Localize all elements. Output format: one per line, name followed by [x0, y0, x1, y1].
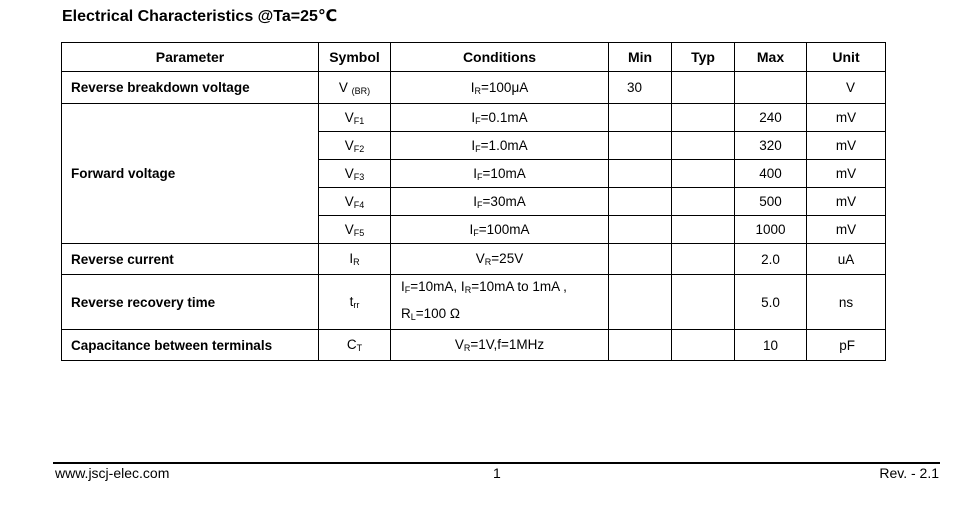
- header-max: Max: [735, 43, 807, 72]
- cond-main: I: [471, 109, 476, 125]
- cond-sub: F: [477, 199, 483, 210]
- parameter-cell: Forward voltage: [62, 104, 319, 244]
- cond-main: I: [471, 137, 476, 153]
- cond-rest: =10mA: [482, 165, 526, 181]
- symbol-sub: rr: [353, 300, 360, 310]
- cond-rest: =1V,f=1MHz: [470, 337, 545, 352]
- cond-rest: =0.1mA: [480, 109, 528, 125]
- cond-sub: R: [484, 257, 492, 267]
- parameter-cell: Reverse breakdown voltage: [62, 72, 319, 104]
- min-cell: [609, 330, 672, 361]
- cond-sub: R: [464, 285, 472, 295]
- cond-sub: F: [475, 115, 481, 126]
- min-cell: [609, 275, 672, 330]
- typ-cell: [672, 244, 735, 275]
- table-header-row: [62, 43, 886, 72]
- footer-website: www.jscj-elec.com: [55, 465, 170, 481]
- cond-sub: F: [473, 227, 479, 238]
- header-min: Min: [609, 43, 672, 72]
- symbol-main: t: [349, 294, 354, 309]
- condition-cell: [391, 330, 609, 361]
- cond-main: R: [401, 306, 411, 321]
- cond-main: V: [454, 337, 464, 352]
- condition-line-2: [401, 302, 604, 329]
- symbol-cell: [319, 216, 391, 244]
- unit-cell: ns: [807, 275, 886, 330]
- max-cell: [735, 72, 807, 104]
- condition-cell: [391, 216, 609, 244]
- condition-line-1: [401, 275, 604, 302]
- table-row: [62, 104, 886, 132]
- symbol-main: I: [349, 251, 354, 266]
- footer-divider: [53, 462, 940, 464]
- symbol-sub: F4: [353, 199, 365, 210]
- symbol-sub: (BR): [351, 85, 371, 96]
- condition-cell: [391, 244, 609, 275]
- header-parameter: Parameter: [62, 43, 319, 72]
- symbol-cell: [319, 132, 391, 160]
- min-cell: 30: [609, 72, 672, 104]
- cond-main: I: [470, 79, 475, 95]
- cond-sub: R: [463, 343, 471, 353]
- symbol-main: V: [344, 165, 354, 181]
- max-cell: 1000: [735, 216, 807, 244]
- unit-cell: V: [807, 72, 886, 104]
- cond-main: I: [473, 193, 478, 209]
- symbol-sub: F3: [353, 171, 365, 182]
- symbol-sub: T: [356, 343, 363, 353]
- max-cell: 10: [735, 330, 807, 361]
- unit-cell: mV: [807, 216, 886, 244]
- symbol-main: V: [338, 79, 348, 95]
- header-symbol: Symbol: [319, 43, 391, 72]
- max-cell: 400: [735, 160, 807, 188]
- min-cell: [609, 132, 672, 160]
- parameter-cell: Reverse recovery time: [62, 275, 319, 330]
- max-cell: 320: [735, 132, 807, 160]
- cond-sub: F: [477, 171, 483, 182]
- symbol-cell: [319, 72, 391, 104]
- header-typ: Typ: [672, 43, 735, 72]
- table-row: [62, 72, 886, 104]
- min-cell: [609, 244, 672, 275]
- symbol-main: C: [346, 337, 357, 352]
- symbol-cell: [319, 275, 391, 330]
- cond-rest: =30mA: [482, 193, 526, 209]
- symbol-sub: R: [353, 257, 360, 267]
- cond-rest: =1.0mA: [480, 137, 528, 153]
- table-row: [62, 244, 886, 275]
- cond-rest: =100 Ω: [415, 306, 461, 321]
- max-cell: 240: [735, 104, 807, 132]
- table-row: [62, 330, 886, 361]
- symbol-cell: [319, 330, 391, 361]
- max-cell: 2.0: [735, 244, 807, 275]
- symbol-cell: [319, 104, 391, 132]
- symbol-main: V: [344, 193, 354, 209]
- cond-sub: L: [410, 312, 416, 322]
- min-cell: [609, 188, 672, 216]
- symbol-main: V: [344, 221, 354, 237]
- min-cell: [609, 160, 672, 188]
- typ-cell: [672, 132, 735, 160]
- unit-cell: mV: [807, 188, 886, 216]
- symbol-sub: F5: [353, 227, 365, 238]
- min-cell: [609, 216, 672, 244]
- unit-cell: mV: [807, 104, 886, 132]
- cond-sub: R: [474, 85, 482, 96]
- condition-cell: [391, 275, 609, 330]
- typ-cell: [672, 104, 735, 132]
- typ-cell: [672, 160, 735, 188]
- typ-cell: [672, 275, 735, 330]
- cond-main: I: [469, 221, 474, 237]
- cond-rest: =100mA: [478, 221, 530, 237]
- electrical-characteristics-table: [61, 42, 886, 361]
- unit-cell: pF: [807, 330, 886, 361]
- symbol-cell: [319, 160, 391, 188]
- cond-rest: =25V: [491, 251, 524, 266]
- cond-main: I: [473, 165, 478, 181]
- cond-rest: =100μA: [481, 79, 529, 95]
- symbol-cell: [319, 244, 391, 275]
- cond-rest: =10mA,: [410, 279, 461, 294]
- typ-cell: [672, 330, 735, 361]
- cond-sub: F: [475, 143, 481, 154]
- symbol-sub: F1: [353, 115, 365, 126]
- max-cell: 5.0: [735, 275, 807, 330]
- cond-main: I: [401, 279, 405, 294]
- symbol-main: V: [344, 137, 354, 153]
- parameter-cell: Reverse current: [62, 244, 319, 275]
- cond-main: V: [475, 251, 485, 266]
- typ-cell: [672, 188, 735, 216]
- section-title: Electrical Characteristics @Ta=25℃: [62, 8, 338, 25]
- header-conditions: Conditions: [391, 43, 609, 72]
- symbol-cell: [319, 188, 391, 216]
- typ-cell: [672, 72, 735, 104]
- footer-revision: Rev. - 2.1: [879, 465, 939, 481]
- table-row: [62, 275, 886, 330]
- max-cell: 500: [735, 188, 807, 216]
- condition-cell: [391, 132, 609, 160]
- symbol-sub: F2: [353, 143, 365, 154]
- header-unit: Unit: [807, 43, 886, 72]
- condition-cell: [391, 72, 609, 104]
- cond-sub: F: [404, 285, 411, 295]
- parameter-cell: Capacitance between terminals: [62, 330, 319, 361]
- min-cell: [609, 104, 672, 132]
- condition-cell: [391, 104, 609, 132]
- typ-cell: [672, 216, 735, 244]
- cond-rest: =10mA to 1mA ,: [471, 279, 567, 294]
- condition-cell: [391, 188, 609, 216]
- cond-main: I: [460, 279, 465, 294]
- unit-cell: mV: [807, 160, 886, 188]
- symbol-main: V: [344, 109, 354, 125]
- unit-cell: mV: [807, 132, 886, 160]
- condition-cell: [391, 160, 609, 188]
- unit-cell: uA: [807, 244, 886, 275]
- footer-page-number: 1: [493, 465, 501, 481]
